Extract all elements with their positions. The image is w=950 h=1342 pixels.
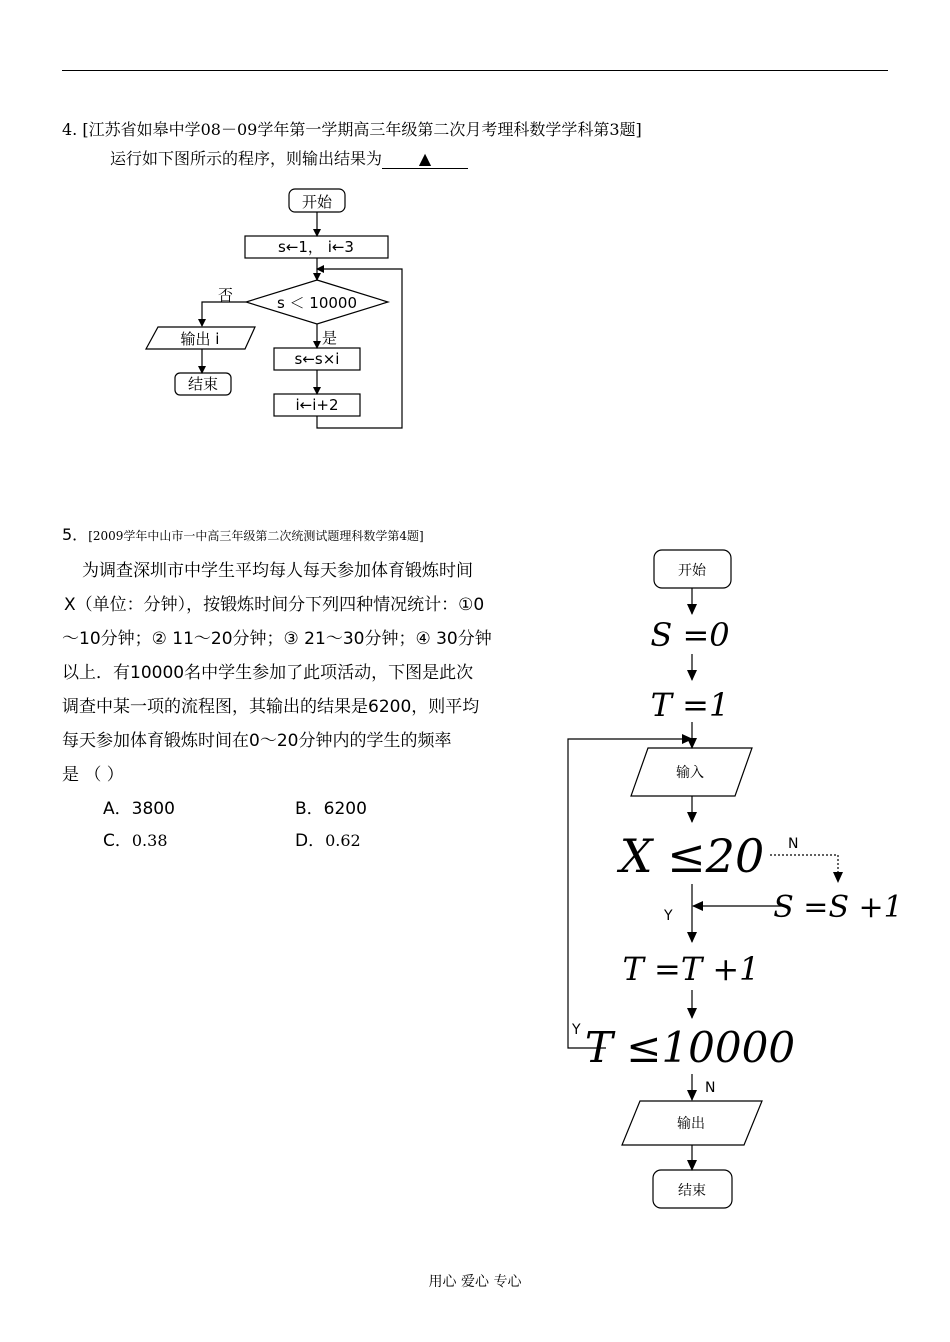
- q4-source: [江苏省如皋中学08－09学年第一学期高三年级第二次月考理科数学学科第3题]: [82, 120, 642, 139]
- q4-step2-text: i←i+2: [295, 396, 339, 414]
- q4-prompt: 运行如下图所示的程序，则输出结果为: [110, 149, 383, 168]
- q4-step1-text: s←s×i: [294, 350, 340, 368]
- q5-source: [2009学年中山市一中高三年级第二次统测试题理科数学第4题]: [88, 529, 424, 543]
- q5-line-1: 为调查深圳市中学生平均每人每天参加体育锻炼时间: [82, 561, 473, 581]
- q5-option-c: C．0.38: [103, 831, 168, 851]
- q5-line-3: ～10分钟；② 11～20分钟；③ 21～30分钟；④ 30分钟: [62, 629, 492, 649]
- q4-init-text: s←1， i←3: [278, 238, 354, 256]
- q5-end-text: 结束: [678, 1183, 706, 1199]
- q5-line-4: 以上．有10000名中学生参加了此项活动，下图是此次: [62, 663, 474, 683]
- q4-number: 4.: [62, 120, 78, 139]
- q5-line-6: 每天参加体育锻炼时间在0～20分钟内的学生的频率: [62, 731, 452, 751]
- q5-y2-label: Y: [572, 1022, 581, 1038]
- page-footer: 用心 爱心 专心: [428, 1274, 522, 1290]
- q5-n2-label: N: [705, 1080, 716, 1096]
- q4-end-text: 结束: [187, 375, 219, 393]
- q4-yes-label: 是: [322, 329, 338, 347]
- q5-line-7: 是 （ ）: [62, 765, 124, 785]
- q4-condition-text: s ＜ 10000: [276, 294, 358, 312]
- q5-s0-text: S =0: [650, 616, 730, 654]
- q5-y-label: Y: [664, 908, 673, 924]
- triangle-icon: ▲: [418, 149, 432, 168]
- q5-option-b: B．6200: [295, 799, 367, 819]
- q5-inc-t-text: T =T +1: [622, 950, 760, 988]
- q4-output-text: 输出 i: [180, 330, 220, 348]
- q5-line-5: 调查中某一项的流程图，其输出的结果是6200，则平均: [62, 697, 480, 717]
- q5-option-d: D．0.62: [295, 831, 361, 851]
- q5-output-text: 输出: [677, 1116, 705, 1132]
- q5-option-a: A．3800: [103, 799, 175, 819]
- q5-line-2: X（单位：分钟），按锻炼时间分下列四种情况统计：①0: [64, 595, 485, 615]
- q5-cond1-text: X ≤20: [619, 829, 765, 883]
- q5-input-text: 输入: [676, 765, 704, 781]
- q5-n-label: N: [788, 836, 799, 852]
- q5-number: 5．: [62, 525, 89, 544]
- q4-start-text: 开始: [301, 193, 333, 211]
- q5-start-text: 开始: [678, 563, 706, 579]
- q5-inc-s-text: S =S +1: [773, 890, 903, 925]
- q5-cond2-text: T ≤10000: [584, 1023, 796, 1072]
- q4-no-label: 否: [218, 286, 234, 304]
- q5-t1-text: T =1: [650, 686, 730, 724]
